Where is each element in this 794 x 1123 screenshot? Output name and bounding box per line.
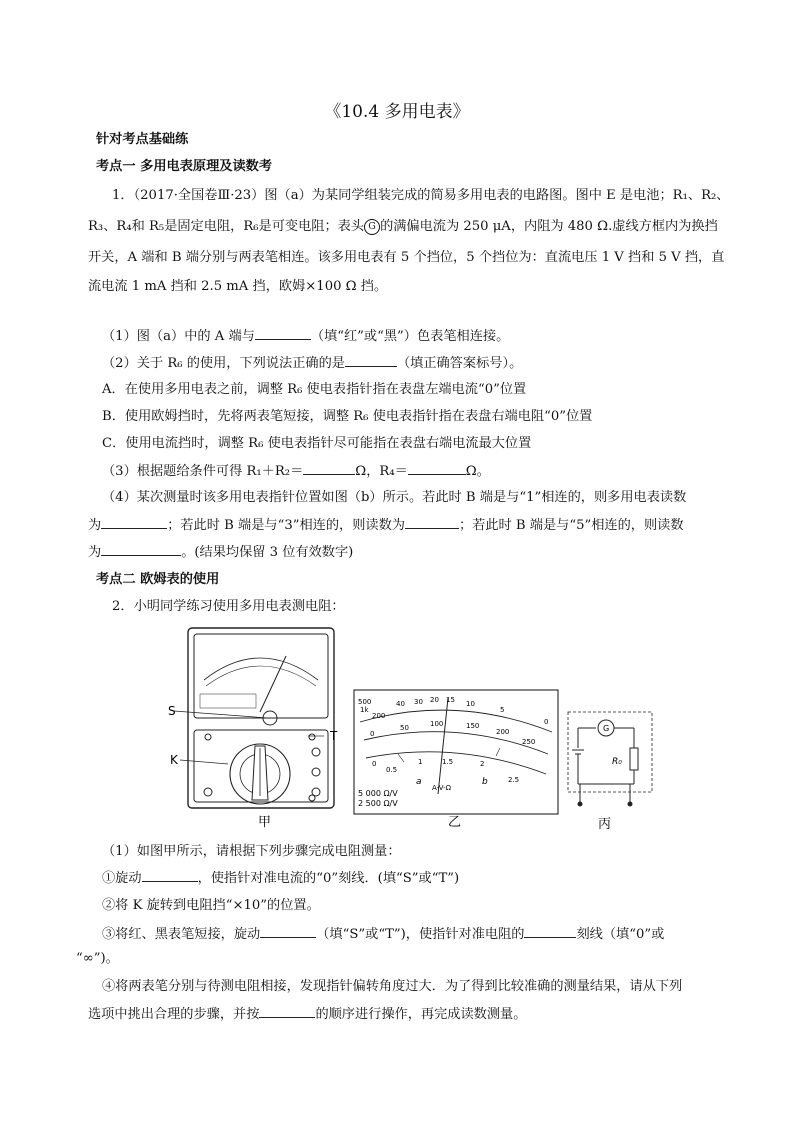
v-tick-0: 0 — [370, 730, 375, 738]
v-tick-150: 150 — [466, 722, 480, 730]
sensitivity-1: 5 000 Ω/V — [358, 789, 398, 798]
label-r0: R₀ — [612, 757, 622, 767]
q1-part-4-line-3: 为 。(结果均保留 3 位有效数字) — [88, 542, 353, 563]
q2-step-4: ④将两表笔分别与待测电阻相接，发现指针偏转角度过大．为了得到比较准确的测量结果，请从下列 — [102, 979, 683, 994]
multimeter-figure — [174, 628, 334, 808]
low-tick-1: 1 — [418, 758, 423, 766]
q1-part-1: （1）图（a）中的 A 端与 （填“红”或“黑”）色表笔相连接。 — [102, 326, 509, 347]
ohm-tick-0: 0 — [544, 718, 549, 726]
q1-line-2: R₃、R₄和 R₅是固定电阻，R₆是可变电阻；表头 G 的满偏电流为 250 μA，内阻为 480 Ω.虚线方框内为换挡 — [88, 219, 718, 234]
low-tick-2-5: 2.5 — [508, 776, 520, 784]
v-tick-250: 250 — [522, 738, 536, 746]
ohm-tick-40: 40 — [396, 700, 405, 708]
q2-step-4-cont: 选项中挑出合理的步骤，并按 的顺序进行操作，再完成读数测量。 — [88, 1004, 526, 1025]
ohm-tick-5: 5 — [500, 706, 505, 714]
q2-figure — [160, 624, 660, 834]
sensitivity-2: 2 500 Ω/V — [358, 799, 398, 808]
q1-line-3: 开关，A 端和 B 端分别与两表笔相连。该多用电表有 5 个挡位，5 个挡位为：直流电压 1 V 挡和 5 V 挡，直 — [88, 250, 725, 265]
v-tick-50: 50 — [400, 724, 409, 732]
option-c: C．使用电流挡时，调整 R₆ 使电表指针尽可能指在表盘右端电流最大位置 — [102, 436, 532, 451]
q2-step-2: ②将 K 旋转到电阻挡“×10”的位置。 — [102, 898, 320, 913]
answer-blank[interactable] — [142, 868, 198, 882]
answer-blank[interactable] — [260, 924, 316, 938]
caption-yi: 乙 — [448, 815, 462, 830]
low-tick-2: 2 — [480, 760, 485, 768]
section-heading: 针对考点基础练 — [96, 132, 189, 147]
label-s: S — [168, 704, 176, 718]
answer-blank[interactable] — [101, 515, 167, 529]
ohm-tick-20: 20 — [430, 696, 439, 704]
galvanometer-icon: G — [364, 219, 380, 235]
q1-line-1: 1．（2017·全国卷Ⅲ·23）图（a）为某同学组装完成的简易多用电表的电路图。图中 E 是电池；R₁、R₂、 — [112, 188, 730, 203]
option-b: B．使用欧姆挡时，先将两表笔短接，调整 R₆ 使电表指针指在表盘右端电阻“0”位置 — [102, 409, 593, 424]
q1-part-3: （3）根据题给条件可得 R₁＋R₂＝ Ω，R₄＝ Ω。 — [102, 461, 490, 482]
q2-step-intro: （1）如图甲所示，请根据下列步骤完成电阻测量： — [102, 844, 401, 859]
ohm-tick-1k: 1k — [360, 706, 369, 714]
label-t: T — [330, 729, 338, 743]
answer-blank[interactable] — [345, 353, 397, 367]
answer-blank[interactable] — [524, 924, 576, 938]
v-tick-100: 100 — [430, 720, 444, 728]
answer-blank[interactable] — [303, 461, 355, 475]
answer-blank[interactable] — [101, 542, 181, 556]
mark-b: b — [482, 777, 488, 787]
ohm-tick-15: 15 — [446, 696, 455, 704]
unit-label: A-V-Ω — [432, 784, 452, 792]
option-a: A．在使用多用电表之前，调整 R₆ 使电表指针指在表盘左端电流“0”位置 — [102, 382, 527, 397]
q1-part-2: （2）关于 R₆ 的使用，下列说法正确的是 （填正确答案标号）。 — [102, 353, 522, 374]
v-tick-200: 200 — [496, 728, 510, 736]
low-tick-0-5: 0.5 — [386, 766, 398, 774]
q1-line-4: 流电流 1 mA 挡和 2.5 mA 挡，欧姆×100 Ω 挡。 — [88, 279, 388, 294]
knowledge-point-1: 考点一 多用电表原理及读数考 — [96, 159, 273, 174]
answer-blank[interactable] — [255, 326, 311, 340]
ohm-tick-10: 10 — [466, 700, 475, 708]
low-tick-0: 0 — [372, 760, 377, 768]
q2-step-1: ①旋动 ，使指针对准电流的“0”刻线．(填“S”或“T”) — [102, 868, 459, 889]
q1-part-4: （4）某次测量时该多用电表指针位置如图（b）所示。若此时 B 端是与“1”相连的，则多用电表读数 — [102, 490, 687, 505]
answer-blank[interactable] — [405, 515, 459, 529]
ohm-tick-500: 500 — [358, 698, 372, 706]
answer-blank[interactable] — [408, 461, 466, 475]
ohm-tick-30: 30 — [414, 698, 423, 706]
page-title: 《10.4 多用电表》 — [324, 102, 470, 122]
mark-a: a — [416, 777, 422, 787]
q2-intro: 2．小明同学练习使用多用电表测电阻： — [112, 599, 345, 614]
caption-jia: 甲 — [258, 815, 272, 830]
label-k: K — [170, 753, 178, 767]
knowledge-point-2: 考点二 欧姆表的使用 — [96, 572, 220, 587]
caption-bing: 丙 — [598, 817, 612, 832]
answer-blank[interactable] — [259, 1004, 315, 1018]
circuit-g-icon: G — [603, 724, 610, 733]
circuit-figure — [568, 712, 652, 806]
q1-part-4-line-2: 为 ；若此时 B 端是与“3”相连的，则读数为 ；若此时 B 端是与“5”相连的，则读数 — [88, 515, 684, 536]
ohm-tick-200: 200 — [372, 712, 386, 720]
q2-step-3: ③将红、黑表笔短接，旋动 （填“S”或“T”)，使指针对准电阻的 刻线（填“0”或 — [102, 924, 664, 945]
q2-step-3-cont: “∞”)。 — [76, 951, 119, 966]
low-tick-1-5: 1.5 — [442, 758, 454, 766]
